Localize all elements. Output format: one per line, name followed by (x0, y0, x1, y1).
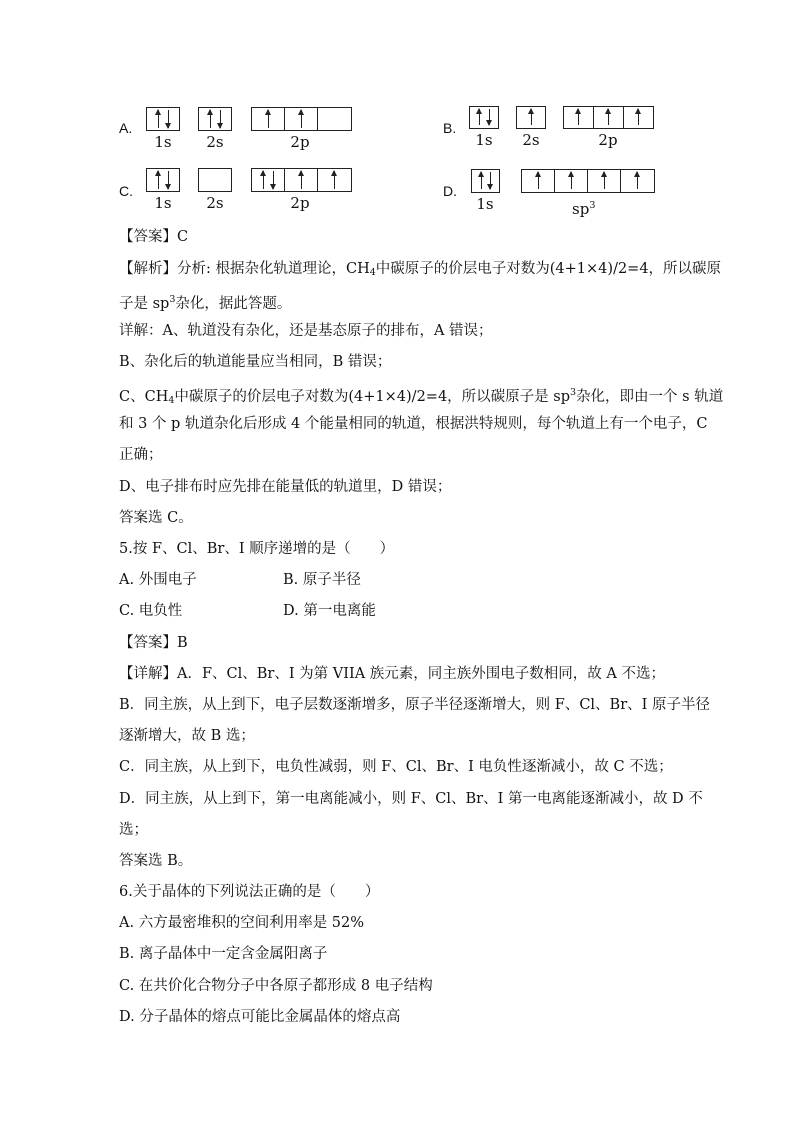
q5-answer: 【答案】B (119, 635, 188, 651)
subscript: 4 (168, 395, 175, 406)
q6-stem: 6.关于晶体的下列说法正确的是（ ） (119, 884, 380, 900)
q4-detail-c-line3: 正确； (119, 447, 163, 463)
spin-up-icon (479, 109, 480, 125)
q6-option-b: B. 离子晶体中一定含金属阳离子 (119, 946, 328, 962)
text-run: 杂化，据此答题。 (175, 296, 292, 312)
spin-up-icon (481, 172, 482, 189)
q6-option-a: A. 六方最密堆积的空间利用率是 52% (119, 915, 365, 931)
superscript: 3 (570, 387, 577, 398)
orbital-box (554, 169, 588, 193)
spin-down-icon (489, 109, 490, 125)
q4-analysis-line2 (119, 290, 291, 314)
option-c-letter: C. (119, 183, 133, 199)
spin-down-icon (168, 110, 169, 128)
q4-detail-b: B、杂化后的轨道能量应当相同，B 错误； (119, 354, 392, 370)
text-run: 子是 sp (119, 296, 170, 312)
q5-detail-line1: 【详解】A．F、Cl、Br、I 为第 VIIA 族元素，同主族外围电子数相同，故 A 不选； (119, 666, 665, 682)
subscript: 4 (369, 267, 376, 278)
orbital-label: 2s (206, 194, 224, 212)
orbital-box (516, 106, 546, 129)
q5-option-b: B. 原子半径 (283, 572, 361, 588)
orbital-box (521, 169, 555, 193)
q4-detail-c-line2: 和 3 个 p 轨道杂化后形成 4 个能量相同的轨道，根据洪特规则，每个轨道上有一个电子，C (119, 416, 708, 432)
spin-up-icon (604, 172, 605, 189)
q4-detail-a: 详解：A、轨道没有杂化，还是基态原子的排布，A 错误； (119, 323, 493, 339)
orbital-box (146, 168, 180, 192)
q4-answer: 【答案】C (119, 229, 189, 245)
orbital-box (146, 107, 180, 131)
orbital-box (198, 168, 232, 192)
spin-up-icon (301, 110, 302, 128)
orbital-box (469, 106, 499, 129)
orbital-box (563, 106, 594, 129)
spin-up-icon (268, 110, 269, 128)
orbital-label: 2p (598, 131, 618, 149)
q4-final-answer: 答案选 C。 (119, 510, 193, 526)
text-run: C、CH (119, 389, 169, 405)
orbital-box (284, 107, 318, 131)
spin-up-icon (334, 171, 335, 189)
orbital-box (317, 107, 352, 131)
spin-up-icon (301, 171, 302, 189)
spin-down-icon (490, 172, 491, 189)
q5-option-d: D. 第一电离能 (283, 603, 376, 619)
orbital-box (198, 107, 232, 131)
option-a-letter: A. (119, 120, 133, 136)
orbital-label-sup: 3 (589, 200, 596, 211)
spin-up-icon (158, 171, 159, 189)
spin-up-icon (578, 109, 579, 125)
superscript: 3 (169, 294, 176, 305)
orbital-box (587, 169, 621, 193)
spin-up-icon (158, 110, 159, 128)
option-d-letter: D. (443, 183, 457, 199)
q4-detail-d: D、电子排布时应先排在能量低的轨道里，D 错误； (119, 479, 452, 495)
option-b-letter: B. (443, 120, 457, 136)
q4-detail-c-line1 (119, 383, 723, 411)
orbital-box (593, 106, 624, 129)
orbital-label-sp: sp (572, 200, 590, 218)
orbital-label: 2s (206, 133, 224, 151)
q5-option-c: C. 电负性 (119, 603, 183, 619)
q5-detail-line2: B．同主族，从上到下，电子层数逐渐增多，原子半径逐渐增大，则 F、Cl、Br、I 原子半径 (119, 697, 710, 713)
spin-up-icon (637, 172, 638, 189)
q5-detail-line6: 选； (119, 822, 148, 838)
text-run: 中碳原子的价层电子对数为(4+1×4)/2=4，所以碳原子是 sp (174, 389, 570, 405)
orbital-box (284, 168, 318, 192)
q4-analysis-line1 (119, 259, 721, 283)
q5-option-a: A. 外围电子 (119, 572, 197, 588)
spin-up-icon (638, 109, 639, 125)
orbital-label: 1s (154, 194, 172, 212)
text-run: 【解析】分析: 根据杂化轨道理论，CH (119, 261, 370, 277)
orbital-label: 1s (475, 131, 493, 149)
orbital-box (623, 106, 654, 129)
spin-up-icon (571, 172, 572, 189)
q5-final-answer: 答案选 B。 (119, 853, 193, 869)
spin-up-icon (263, 171, 264, 189)
q5-detail-line5: D．同主族，从上到下，第一电离能减小，则 F、Cl、Br、I 第一电离能逐渐减小，故 D 不 (119, 791, 703, 807)
q5-detail-line3: 逐渐增大，故 B 选； (119, 728, 255, 744)
spin-up-icon (210, 110, 211, 128)
orbital-label: 2p (290, 194, 310, 212)
spin-down-icon (168, 171, 169, 189)
orbital-box (251, 107, 285, 131)
text-run: 杂化，即由一个 s 轨道 (576, 389, 724, 405)
spin-down-icon (220, 110, 221, 128)
orbital-label-sp3 (572, 197, 595, 218)
spin-up-icon (538, 172, 539, 189)
spin-up-icon (531, 109, 532, 125)
orbital-box (317, 168, 352, 192)
orbital-box (620, 169, 655, 193)
orbital-label: 1s (154, 133, 172, 151)
spin-down-icon (273, 171, 274, 189)
text-run: 中碳原子的价层电子对数为(4+1×4)/2=4，所以碳原 (375, 261, 722, 277)
orbital-box (251, 168, 285, 192)
orbital-label: 1s (476, 195, 494, 213)
orbital-label: 2p (290, 133, 310, 151)
orbital-label: 2s (522, 131, 540, 149)
q5-stem: 5.按 F、Cl、Br、I 顺序递增的是（ ） (119, 541, 395, 557)
spin-up-icon (608, 109, 609, 125)
q6-option-d: D. 分子晶体的熔点可能比金属晶体的熔点高 (119, 1009, 401, 1025)
q5-detail-line4: C．同主族，从上到下，电负性减弱，则 F、Cl、Br、I 电负性逐渐减小，故 C 不选； (119, 759, 673, 775)
q6-option-c: C. 在共价化合物分子中各原子都形成 8 电子结构 (119, 978, 433, 994)
orbital-box (471, 169, 500, 193)
